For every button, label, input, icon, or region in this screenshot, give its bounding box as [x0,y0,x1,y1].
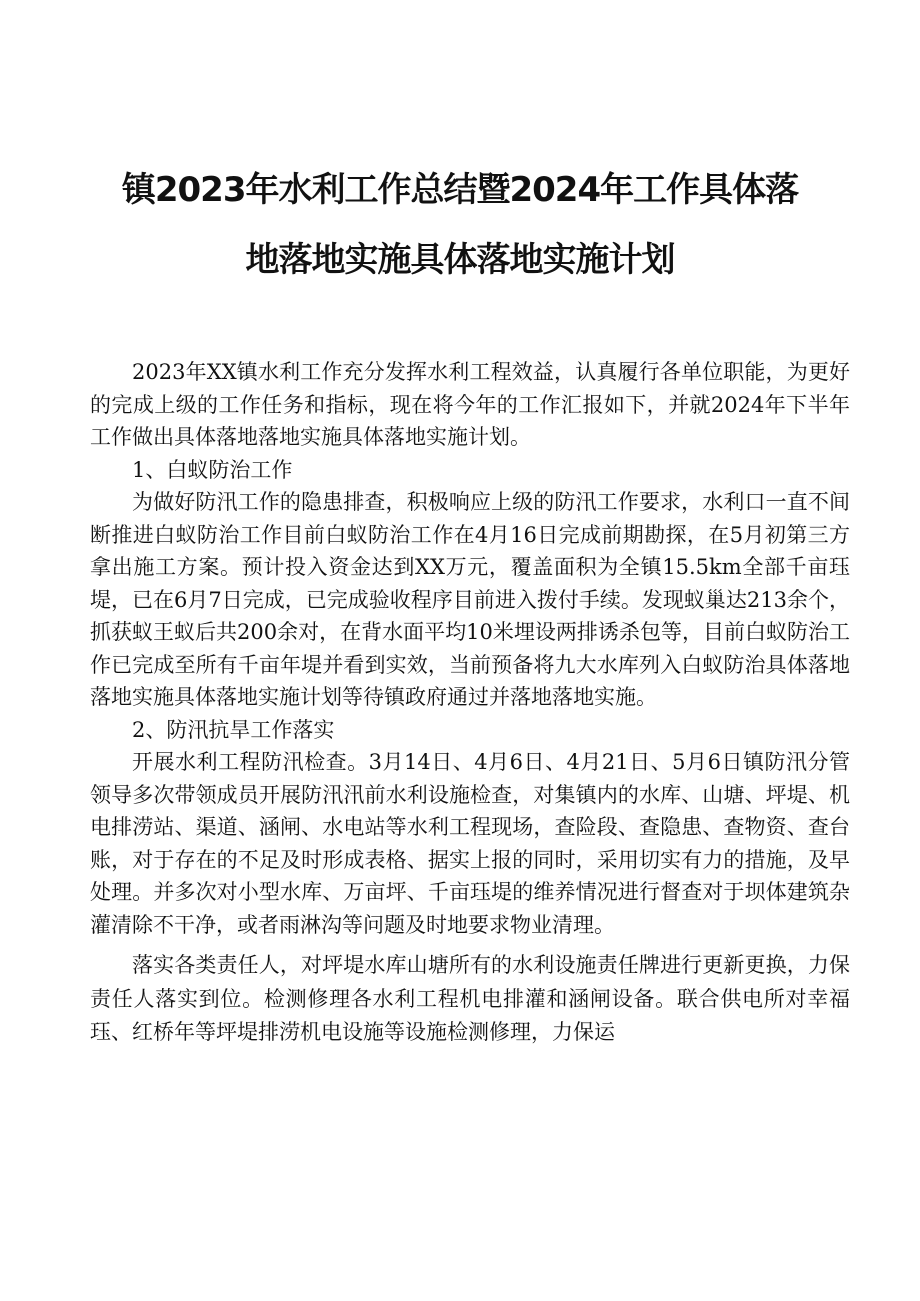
document-title-line-2: 地落地实施具体落地实施计划 [245,240,675,280]
flood-inspection-paragraph: 开展水利工程防汛检查。3月14日、4月6日、4月21日、5月6日镇防汛分管领导多次带领成员开展防汛汛前水利设施检查，对集镇内的水库、山塘、坪堤、机电排涝站、渠道、涵闸、水电站等水利工程现场，查险段、查隐患、查物资、查台账，对于存在的不足及时形成表格、据实上报的同时，采用切实有力的措施，及早处理。并多次对小型水库、万亩坪、千亩珏堤的维养情况进行督查对于坝体建筑杂灌清除不干净，或者雨淋沟等问题及时地要求物业清理。 [90,750,850,937]
section-heading-termite-control: 1、白蚁防治工作 [132,457,293,482]
document-title-line-1: 镇2023年水利工作总结暨2024年工作具体落 [121,170,799,210]
section-heading-flood-drought: 2、防汛抗旱工作落实 [132,717,335,742]
responsibility-paragraph: 落实各类责任人，对坪堤水库山塘所有的水利设施责任牌进行更新更换，力保责任人落实到位。检测修理各水利工程机电排灌和涵闸设备。联合供电所对幸福珏、红桥年等坪堤排涝机电设施等设施检测修理，力保运 [90,953,850,1044]
intro-paragraph: 2023年XX镇水利工作充分发挥水利工程效益，认真履行各单位职能，为更好的完成上级的工作任务和指标，现在将今年的工作汇报如下，并就2024年下半年工作做出具体落地落地实施具体落地实施计划。 [90,360,850,449]
termite-control-paragraph: 为做好防汛工作的隐患排查，积极响应上级的防汛工作要求，水利口一直不间断推进白蚁防治工作目前白蚁防治工作在4月16日完成前期勘探，在5月初第三方拿出施工方案。预计投入资金达到XX万元，覆盖面积为全镇15.5km全部千亩珏堤，已在6月7日完成，已完成验收程序目前进入拨付手续。发现蚁巢达213余个，抓获蚁王蚁后共200余对，在背水面平均10米埋设两排诱杀包等，目前白蚁防治工作已完成至所有千亩年堤并看到实效，当前预备将九大水库列入白蚁防治具体落地落地实施具体落地实施计划等待镇政府通过并落地落地实施。 [90,490,850,709]
document-body [90,356,850,1050]
